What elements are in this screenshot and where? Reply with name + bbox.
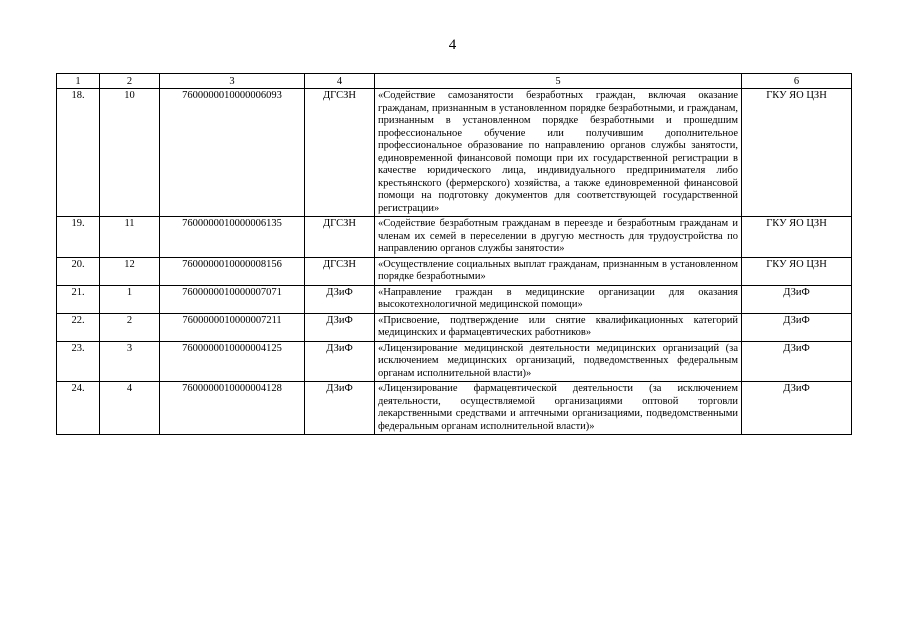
sub-number: 3 <box>100 341 160 382</box>
row-number: 24. <box>57 382 100 435</box>
service-description: «Присвоение, подтверждение или снятие квалификационных категорий медицинских и фармацевтических работников» <box>375 313 742 341</box>
service-description: «Содействие самозанятости безработных граждан, включая оказание гражданам, признанным в установленном порядке безработными, и гражданам, признанным в установленном порядке безработными и прошедшим профессиональное обучение или получившим дополнительное профессиональное образование по направлению органов службы занятости, единовременной финансовой помощи при их государственной регистрации в качестве юридического лица, индивидуального предпринимателя либо крестьянского (фермерского) хозяйства, а также единовременной финансовой помощи на подготовку документов для соответствующей государственной регистрации» <box>375 89 742 217</box>
service-code: 7600000010000004128 <box>160 382 305 435</box>
executor-name: ДЗиФ <box>742 285 852 313</box>
service-code: 7600000010000007071 <box>160 285 305 313</box>
sub-number: 4 <box>100 382 160 435</box>
row-number: 22. <box>57 313 100 341</box>
row-number: 18. <box>57 89 100 217</box>
column-number: 1 <box>57 74 100 89</box>
service-description: «Лицензирование медицинской деятельности медицинских организаций (за исключением медицинских организаций, подведомственных федеральным органам исполнительной власти)» <box>375 341 742 382</box>
sub-number: 2 <box>100 313 160 341</box>
table-body <box>57 74 852 435</box>
authority-name: ДГСЗН <box>305 89 375 217</box>
table-row <box>57 382 852 435</box>
table-row <box>57 217 852 258</box>
service-code: 7600000010000006135 <box>160 217 305 258</box>
authority-name: ДЗиФ <box>305 285 375 313</box>
authority-name: ДГСЗН <box>305 257 375 285</box>
table-row <box>57 285 852 313</box>
services-table <box>56 73 852 435</box>
row-number: 23. <box>57 341 100 382</box>
authority-name: ДГСЗН <box>305 217 375 258</box>
column-number: 6 <box>742 74 852 89</box>
table-row <box>57 257 852 285</box>
service-code: 7600000010000004125 <box>160 341 305 382</box>
sub-number: 1 <box>100 285 160 313</box>
column-number-row <box>57 74 852 89</box>
column-number: 2 <box>100 74 160 89</box>
service-description: «Осуществление социальных выплат гражданам, признанным в установленном порядке безработными» <box>375 257 742 285</box>
executor-name: ГКУ ЯО ЦЗН <box>742 89 852 217</box>
service-description: «Содействие безработным гражданам в переезде и безработным гражданам и членам их семей в переселении в другую местность для трудоустройства по направлению органов службы занятости» <box>375 217 742 258</box>
table-row <box>57 89 852 217</box>
service-code: 7600000010000008156 <box>160 257 305 285</box>
row-number: 21. <box>57 285 100 313</box>
authority-name: ДЗиФ <box>305 313 375 341</box>
executor-name: ДЗиФ <box>742 382 852 435</box>
executor-name: ГКУ ЯО ЦЗН <box>742 257 852 285</box>
executor-name: ДЗиФ <box>742 313 852 341</box>
executor-name: ДЗиФ <box>742 341 852 382</box>
row-number: 20. <box>57 257 100 285</box>
column-number: 5 <box>375 74 742 89</box>
sub-number: 11 <box>100 217 160 258</box>
column-number: 4 <box>305 74 375 89</box>
service-description: «Направление граждан в медицинские организации для оказания высокотехнологичной медицинской помощи» <box>375 285 742 313</box>
sub-number: 12 <box>100 257 160 285</box>
service-code: 7600000010000006093 <box>160 89 305 217</box>
service-code: 7600000010000007211 <box>160 313 305 341</box>
sub-number: 10 <box>100 89 160 217</box>
authority-name: ДЗиФ <box>305 341 375 382</box>
service-description: «Лицензирование фармацевтической деятельности (за исключением деятельности, осуществляемой организациями оптовой торговли лекарственными средствами и аптечными организациями, подведомственными федеральным органам исполнительной власти)» <box>375 382 742 435</box>
table-row <box>57 313 852 341</box>
column-number: 3 <box>160 74 305 89</box>
page-number: 4 <box>448 37 457 53</box>
authority-name: ДЗиФ <box>305 382 375 435</box>
row-number: 19. <box>57 217 100 258</box>
executor-name: ГКУ ЯО ЦЗН <box>742 217 852 258</box>
table-row <box>57 341 852 382</box>
